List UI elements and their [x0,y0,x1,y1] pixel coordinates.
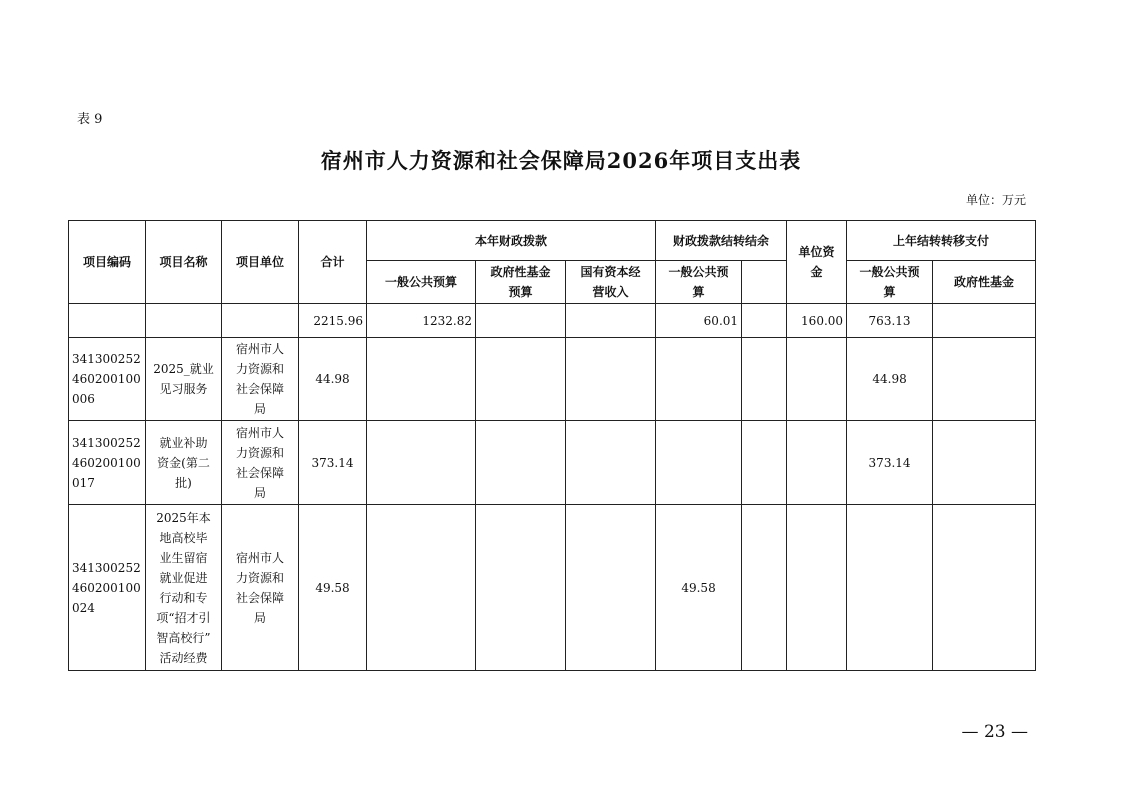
table-number-label: 表 9 [77,112,103,127]
project-balance-general: 49.58 [656,505,742,671]
col-header-balance-other [742,261,787,304]
col-header-balance-general: 一般公共预 算 [656,261,742,304]
header-row-1 [69,221,1036,261]
project-expenditure-table [68,220,1036,671]
col-header-current-soe: 国有资本经 营收入 [566,261,656,304]
summary-unit-funds: 160.00 [787,304,847,338]
col-header-transfer-group: 上年结转转移支付 [847,221,1036,261]
project-name: 就业补助 资金(第二 批) [146,421,222,505]
project-total: 44.98 [299,338,367,421]
project-balance-general [656,421,742,505]
col-header-current-group: 本年财政拨款 [367,221,656,261]
project-name: 2025_就业 见习服务 [146,338,222,421]
project-transfer-fund [933,338,1036,421]
project-unit-funds [787,338,847,421]
table-row [69,505,1036,671]
summary-row [69,304,1036,338]
project-unit: 宿州市人 力资源和 社会保障 局 [222,338,299,421]
col-header-unit: 项目单位 [222,221,299,304]
project-current-soe [566,338,656,421]
summary-balance-general: 60.01 [656,304,742,338]
project-name: 2025年本 地高校毕 业生留宿 就业促进 行动和专 项“招才引 智高校行” 活动经费 [146,505,222,671]
document-title: 宿州市人力资源和社会保障局2026年项目支出表 [320,148,802,173]
summary-current-soe [566,304,656,338]
project-unit: 宿州市人 力资源和 社会保障 局 [222,505,299,671]
project-transfer-general: 373.14 [847,421,933,505]
col-header-name: 项目名称 [146,221,222,304]
page-number: — 23 — [961,722,1028,742]
project-unit-funds [787,505,847,671]
col-header-unit-funds: 单位资 金 [787,221,847,304]
project-transfer-fund [933,505,1036,671]
project-unit-funds [787,421,847,505]
project-current-general [367,421,476,505]
project-code: 341300252 460200100 017 [69,421,146,505]
project-balance-general [656,338,742,421]
col-header-total: 合计 [299,221,367,304]
project-current-general [367,505,476,671]
project-balance-other [742,421,787,505]
summary-name [146,304,222,338]
project-current-general [367,338,476,421]
project-total: 49.58 [299,505,367,671]
table-row [69,421,1036,505]
project-transfer-general [847,505,933,671]
summary-total: 2215.96 [299,304,367,338]
project-current-fund [476,505,566,671]
project-total: 373.14 [299,421,367,505]
col-header-transfer-general: 一般公共预 算 [847,261,933,304]
summary-unit [222,304,299,338]
summary-balance-other [742,304,787,338]
summary-code [69,304,146,338]
col-header-current-general: 一般公共预算 [367,261,476,304]
project-current-soe [566,505,656,671]
project-transfer-fund [933,421,1036,505]
project-balance-other [742,505,787,671]
project-current-soe [566,421,656,505]
project-balance-other [742,338,787,421]
summary-transfer-fund [933,304,1036,338]
col-header-balance-group: 财政拨款结转结余 [656,221,787,261]
project-transfer-general: 44.98 [847,338,933,421]
table-row [69,338,1036,421]
col-header-code: 项目编码 [69,221,146,304]
summary-transfer-general: 763.13 [847,304,933,338]
summary-current-general: 1232.82 [367,304,476,338]
project-code: 341300252 460200100 006 [69,338,146,421]
project-current-fund [476,338,566,421]
unit-label: 单位：万元 [965,193,1026,207]
col-header-current-fund: 政府性基金 预算 [476,261,566,304]
project-code: 341300252 460200100 024 [69,505,146,671]
summary-current-fund [476,304,566,338]
project-unit: 宿州市人 力资源和 社会保障 局 [222,421,299,505]
project-current-fund [476,421,566,505]
col-header-transfer-fund: 政府性基金 [933,261,1036,304]
